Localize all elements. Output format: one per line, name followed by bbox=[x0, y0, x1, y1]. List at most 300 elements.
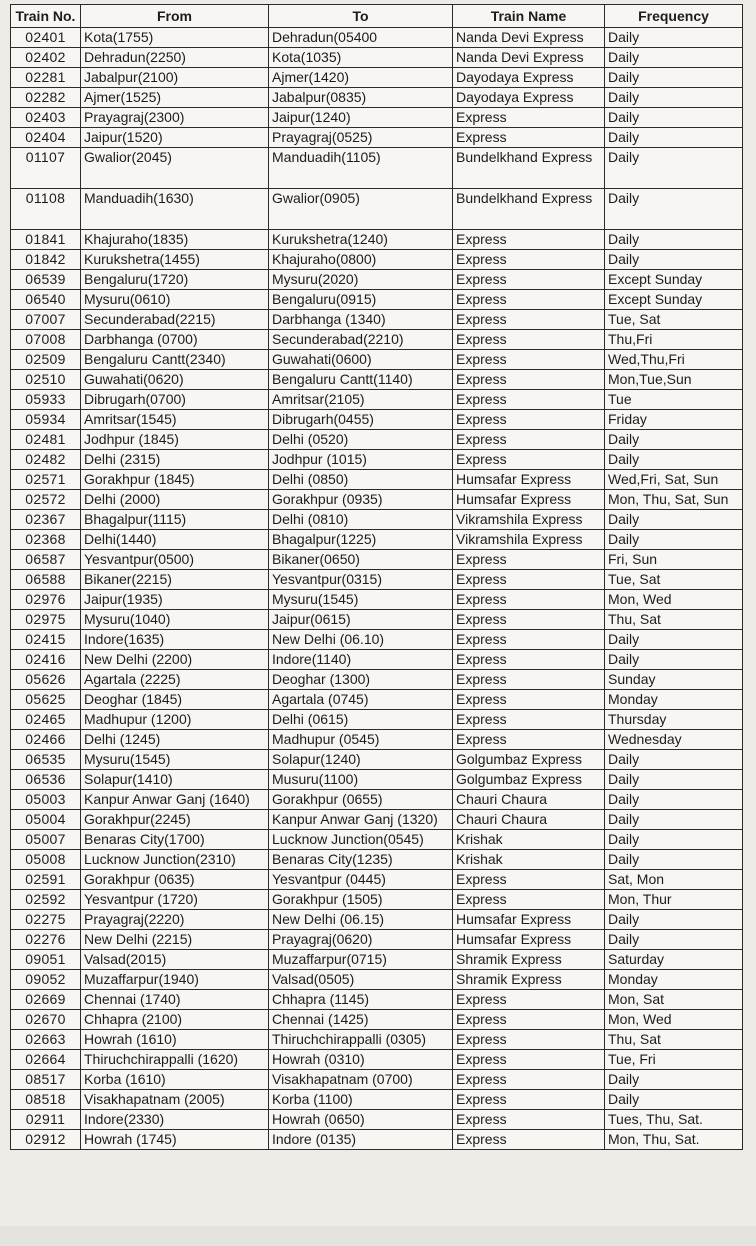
train-number-cell: 05007 bbox=[11, 830, 81, 850]
train-number-cell: 07007 bbox=[11, 310, 81, 330]
to-station-cell: Kota(1035) bbox=[269, 48, 453, 68]
to-station-cell: Mysuru(1545) bbox=[269, 590, 453, 610]
to-station-cell: Solapur(1240) bbox=[269, 750, 453, 770]
from-station-cell: Kanpur Anwar Ganj (1640) bbox=[81, 790, 269, 810]
train-number-cell: 02482 bbox=[11, 450, 81, 470]
train-name-cell: Humsafar Express bbox=[453, 910, 605, 930]
from-station-cell: Delhi (2315) bbox=[81, 450, 269, 470]
from-station-cell: New Delhi (2200) bbox=[81, 650, 269, 670]
to-station-cell: Bengaluru Cantt(1140) bbox=[269, 370, 453, 390]
to-station-cell: Jaipur(0615) bbox=[269, 610, 453, 630]
to-station-cell: New Delhi (06.10) bbox=[269, 630, 453, 650]
table-row bbox=[11, 510, 743, 530]
train-number-cell: 09052 bbox=[11, 970, 81, 990]
frequency-cell: Mon, Wed bbox=[605, 1010, 743, 1030]
from-station-cell: Thiruchchirappalli (1620) bbox=[81, 1050, 269, 1070]
train-number-cell: 02415 bbox=[11, 630, 81, 650]
table-row bbox=[11, 530, 743, 550]
train-name-cell: Dayodaya Express bbox=[453, 88, 605, 108]
to-station-cell: Chhapra (1145) bbox=[269, 990, 453, 1010]
frequency-cell: Daily bbox=[605, 68, 743, 88]
train-name-cell: Express bbox=[453, 670, 605, 690]
table-row bbox=[11, 930, 743, 950]
train-name-cell: Express bbox=[453, 730, 605, 750]
table-row bbox=[11, 910, 743, 930]
train-number-cell: 05008 bbox=[11, 850, 81, 870]
train-name-cell: Express bbox=[453, 710, 605, 730]
from-station-cell: Mysuru(0610) bbox=[81, 290, 269, 310]
table-row bbox=[11, 770, 743, 790]
to-station-cell: Chennai (1425) bbox=[269, 1010, 453, 1030]
to-station-cell: Muzaffarpur(0715) bbox=[269, 950, 453, 970]
table-row bbox=[11, 450, 743, 470]
frequency-cell: Daily bbox=[605, 650, 743, 670]
train-number-cell: 02281 bbox=[11, 68, 81, 88]
train-name-cell: Express bbox=[453, 630, 605, 650]
train-schedule-sheet bbox=[10, 4, 742, 1150]
train-number-cell: 08518 bbox=[11, 1090, 81, 1110]
train-number-cell: 02401 bbox=[11, 28, 81, 48]
header-train-no: Train No. bbox=[11, 5, 81, 28]
to-station-cell: Indore(1140) bbox=[269, 650, 453, 670]
train-number-cell: 02975 bbox=[11, 610, 81, 630]
to-station-cell: Kurukshetra(1240) bbox=[269, 230, 453, 250]
from-station-cell: Benaras City(1700) bbox=[81, 830, 269, 850]
train-name-cell: Express bbox=[453, 128, 605, 148]
to-station-cell: Bhagalpur(1225) bbox=[269, 530, 453, 550]
frequency-cell: Daily bbox=[605, 148, 743, 189]
from-station-cell: Dibrugarh(0700) bbox=[81, 390, 269, 410]
from-station-cell: Agartala (2225) bbox=[81, 670, 269, 690]
to-station-cell: Jodhpur (1015) bbox=[269, 450, 453, 470]
frequency-cell: Tue, Sat bbox=[605, 570, 743, 590]
train-number-cell: 06540 bbox=[11, 290, 81, 310]
train-name-cell: Express bbox=[453, 450, 605, 470]
to-station-cell: Jabalpur(0835) bbox=[269, 88, 453, 108]
from-station-cell: Visakhapatnam (2005) bbox=[81, 1090, 269, 1110]
table-row bbox=[11, 830, 743, 850]
table-row bbox=[11, 550, 743, 570]
frequency-cell: Saturday bbox=[605, 950, 743, 970]
frequency-cell: Thu, Sat bbox=[605, 1030, 743, 1050]
from-station-cell: Lucknow Junction(2310) bbox=[81, 850, 269, 870]
table-row bbox=[11, 1010, 743, 1030]
table-row bbox=[11, 390, 743, 410]
to-station-cell: Delhi (0810) bbox=[269, 510, 453, 530]
train-name-cell: Humsafar Express bbox=[453, 930, 605, 950]
from-station-cell: Bengaluru Cantt(2340) bbox=[81, 350, 269, 370]
to-station-cell: Dehradun(05400 bbox=[269, 28, 453, 48]
to-station-cell: Thiruchchirappalli (0305) bbox=[269, 1030, 453, 1050]
from-station-cell: Darbhanga (0700) bbox=[81, 330, 269, 350]
train-name-cell: Vikramshila Express bbox=[453, 530, 605, 550]
train-name-cell: Krishak bbox=[453, 850, 605, 870]
train-name-cell: Express bbox=[453, 1050, 605, 1070]
train-name-cell: Bundelkhand Express bbox=[453, 189, 605, 230]
train-number-cell: 02976 bbox=[11, 590, 81, 610]
from-station-cell: Jabalpur(2100) bbox=[81, 68, 269, 88]
to-station-cell: Amritsar(2105) bbox=[269, 390, 453, 410]
table-row bbox=[11, 890, 743, 910]
to-station-cell: Bengaluru(0915) bbox=[269, 290, 453, 310]
table-row bbox=[11, 670, 743, 690]
table-row bbox=[11, 28, 743, 48]
train-name-cell: Express bbox=[453, 650, 605, 670]
to-station-cell: Darbhanga (1340) bbox=[269, 310, 453, 330]
train-name-cell: Bundelkhand Express bbox=[453, 148, 605, 189]
frequency-cell: Daily bbox=[605, 1090, 743, 1110]
from-station-cell: Howrah (1610) bbox=[81, 1030, 269, 1050]
train-number-cell: 05003 bbox=[11, 790, 81, 810]
from-station-cell: Kurukshetra(1455) bbox=[81, 250, 269, 270]
frequency-cell: Daily bbox=[605, 510, 743, 530]
to-station-cell: Delhi (0520) bbox=[269, 430, 453, 450]
table-row bbox=[11, 108, 743, 128]
table-row bbox=[11, 148, 743, 189]
frequency-cell: Tue, Sat bbox=[605, 310, 743, 330]
header-from: From bbox=[81, 5, 269, 28]
table-row bbox=[11, 710, 743, 730]
train-number-cell: 02664 bbox=[11, 1050, 81, 1070]
train-name-cell: Express bbox=[453, 1130, 605, 1150]
from-station-cell: Secunderabad(2215) bbox=[81, 310, 269, 330]
train-number-cell: 02510 bbox=[11, 370, 81, 390]
from-station-cell: Deoghar (1845) bbox=[81, 690, 269, 710]
table-row bbox=[11, 1030, 743, 1050]
frequency-cell: Daily bbox=[605, 930, 743, 950]
to-station-cell: Ajmer(1420) bbox=[269, 68, 453, 88]
to-station-cell: Kanpur Anwar Ganj (1320) bbox=[269, 810, 453, 830]
train-name-cell: Express bbox=[453, 390, 605, 410]
train-number-cell: 06539 bbox=[11, 270, 81, 290]
from-station-cell: Delhi (1245) bbox=[81, 730, 269, 750]
to-station-cell: Jaipur(1240) bbox=[269, 108, 453, 128]
table-row bbox=[11, 68, 743, 88]
frequency-cell: Daily bbox=[605, 750, 743, 770]
frequency-cell: Mon, Thu, Sat, Sun bbox=[605, 490, 743, 510]
table-row bbox=[11, 330, 743, 350]
table-row bbox=[11, 128, 743, 148]
train-name-cell: Golgumbaz Express bbox=[453, 750, 605, 770]
train-number-cell: 05934 bbox=[11, 410, 81, 430]
train-name-cell: Express bbox=[453, 270, 605, 290]
to-station-cell: Gorakhpur (1505) bbox=[269, 890, 453, 910]
train-name-cell: Express bbox=[453, 1030, 605, 1050]
train-number-cell: 02367 bbox=[11, 510, 81, 530]
train-name-cell: Express bbox=[453, 1110, 605, 1130]
train-number-cell: 01842 bbox=[11, 250, 81, 270]
frequency-cell: Thu,Fri bbox=[605, 330, 743, 350]
train-name-cell: Express bbox=[453, 370, 605, 390]
table-row bbox=[11, 570, 743, 590]
from-station-cell: Valsad(2015) bbox=[81, 950, 269, 970]
from-station-cell: Mysuru(1040) bbox=[81, 610, 269, 630]
to-station-cell: Lucknow Junction(0545) bbox=[269, 830, 453, 850]
train-name-cell: Dayodaya Express bbox=[453, 68, 605, 88]
train-number-cell: 02592 bbox=[11, 890, 81, 910]
train-number-cell: 09051 bbox=[11, 950, 81, 970]
train-name-cell: Express bbox=[453, 610, 605, 630]
to-station-cell: Manduadih(1105) bbox=[269, 148, 453, 189]
table-row bbox=[11, 88, 743, 108]
from-station-cell: Chennai (1740) bbox=[81, 990, 269, 1010]
frequency-cell: Daily bbox=[605, 910, 743, 930]
table-row bbox=[11, 189, 743, 230]
frequency-cell: Mon, Thu, Sat. bbox=[605, 1130, 743, 1150]
from-station-cell: Jaipur(1520) bbox=[81, 128, 269, 148]
frequency-cell: Daily bbox=[605, 48, 743, 68]
frequency-cell: Thursday bbox=[605, 710, 743, 730]
frequency-cell: Daily bbox=[605, 230, 743, 250]
train-number-cell: 05933 bbox=[11, 390, 81, 410]
train-name-cell: Chauri Chaura bbox=[453, 790, 605, 810]
frequency-cell: Daily bbox=[605, 790, 743, 810]
frequency-cell: Mon, Sat bbox=[605, 990, 743, 1010]
frequency-cell: Mon,Tue,Sun bbox=[605, 370, 743, 390]
table-row bbox=[11, 1090, 743, 1110]
from-station-cell: New Delhi (2215) bbox=[81, 930, 269, 950]
frequency-cell: Daily bbox=[605, 810, 743, 830]
train-name-cell: Express bbox=[453, 290, 605, 310]
train-number-cell: 07008 bbox=[11, 330, 81, 350]
to-station-cell: Benaras City(1235) bbox=[269, 850, 453, 870]
frequency-cell: Thu, Sat bbox=[605, 610, 743, 630]
from-station-cell: Gorakhpur(2245) bbox=[81, 810, 269, 830]
table-body bbox=[11, 28, 743, 1150]
train-name-cell: Nanda Devi Express bbox=[453, 28, 605, 48]
train-number-cell: 05625 bbox=[11, 690, 81, 710]
from-station-cell: Madhupur (1200) bbox=[81, 710, 269, 730]
train-number-cell: 02669 bbox=[11, 990, 81, 1010]
table-row bbox=[11, 950, 743, 970]
table-row bbox=[11, 1070, 743, 1090]
frequency-cell: Fri, Sun bbox=[605, 550, 743, 570]
frequency-cell: Mon, Wed bbox=[605, 590, 743, 610]
to-station-cell: New Delhi (06.15) bbox=[269, 910, 453, 930]
to-station-cell: Indore (0135) bbox=[269, 1130, 453, 1150]
table-row bbox=[11, 430, 743, 450]
train-name-cell: Shramik Express bbox=[453, 970, 605, 990]
table-row bbox=[11, 410, 743, 430]
train-number-cell: 08517 bbox=[11, 1070, 81, 1090]
train-name-cell: Vikramshila Express bbox=[453, 510, 605, 530]
train-name-cell: Golgumbaz Express bbox=[453, 770, 605, 790]
frequency-cell: Sat, Mon bbox=[605, 870, 743, 890]
train-name-cell: Express bbox=[453, 570, 605, 590]
train-name-cell: Express bbox=[453, 590, 605, 610]
to-station-cell: Guwahati(0600) bbox=[269, 350, 453, 370]
to-station-cell: Korba (1100) bbox=[269, 1090, 453, 1110]
frequency-cell: Daily bbox=[605, 630, 743, 650]
to-station-cell: Visakhapatnam (0700) bbox=[269, 1070, 453, 1090]
to-station-cell: Bikaner(0650) bbox=[269, 550, 453, 570]
train-number-cell: 02403 bbox=[11, 108, 81, 128]
train-name-cell: Express bbox=[453, 1070, 605, 1090]
train-name-cell: Express bbox=[453, 230, 605, 250]
to-station-cell: Howrah (0650) bbox=[269, 1110, 453, 1130]
to-station-cell: Gwalior(0905) bbox=[269, 189, 453, 230]
train-number-cell: 02663 bbox=[11, 1030, 81, 1050]
train-name-cell: Shramik Express bbox=[453, 950, 605, 970]
train-name-cell: Express bbox=[453, 890, 605, 910]
from-station-cell: Delhi(1440) bbox=[81, 530, 269, 550]
table-row bbox=[11, 850, 743, 870]
train-number-cell: 02481 bbox=[11, 430, 81, 450]
to-station-cell: Mysuru(2020) bbox=[269, 270, 453, 290]
train-number-cell: 02416 bbox=[11, 650, 81, 670]
train-name-cell: Humsafar Express bbox=[453, 470, 605, 490]
from-station-cell: Indore(2330) bbox=[81, 1110, 269, 1130]
header-frequency: Frequency bbox=[605, 5, 743, 28]
table-row bbox=[11, 650, 743, 670]
frequency-cell: Daily bbox=[605, 189, 743, 230]
train-number-cell: 05626 bbox=[11, 670, 81, 690]
frequency-cell: Daily bbox=[605, 128, 743, 148]
from-station-cell: Khajuraho(1835) bbox=[81, 230, 269, 250]
train-number-cell: 02368 bbox=[11, 530, 81, 550]
from-station-cell: Korba (1610) bbox=[81, 1070, 269, 1090]
table-row bbox=[11, 250, 743, 270]
to-station-cell: Khajuraho(0800) bbox=[269, 250, 453, 270]
to-station-cell: Delhi (0850) bbox=[269, 470, 453, 490]
train-number-cell: 02465 bbox=[11, 710, 81, 730]
frequency-cell: Tues, Thu, Sat. bbox=[605, 1110, 743, 1130]
train-number-cell: 02572 bbox=[11, 490, 81, 510]
to-station-cell: Delhi (0615) bbox=[269, 710, 453, 730]
frequency-cell: Wednesday bbox=[605, 730, 743, 750]
table-row bbox=[11, 610, 743, 630]
to-station-cell: Secunderabad(2210) bbox=[269, 330, 453, 350]
table-row bbox=[11, 750, 743, 770]
train-number-cell: 05004 bbox=[11, 810, 81, 830]
train-number-cell: 06587 bbox=[11, 550, 81, 570]
to-station-cell: Musuru(1100) bbox=[269, 770, 453, 790]
from-station-cell: Guwahati(0620) bbox=[81, 370, 269, 390]
from-station-cell: Gorakhpur (0635) bbox=[81, 870, 269, 890]
train-schedule-table bbox=[10, 4, 743, 1150]
train-number-cell: 06588 bbox=[11, 570, 81, 590]
train-number-cell: 01108 bbox=[11, 189, 81, 230]
table-row bbox=[11, 490, 743, 510]
frequency-cell: Daily bbox=[605, 430, 743, 450]
frequency-cell: Mon, Thur bbox=[605, 890, 743, 910]
frequency-cell: Except Sunday bbox=[605, 270, 743, 290]
train-name-cell: Nanda Devi Express bbox=[453, 48, 605, 68]
frequency-cell: Daily bbox=[605, 108, 743, 128]
train-number-cell: 02402 bbox=[11, 48, 81, 68]
train-name-cell: Express bbox=[453, 350, 605, 370]
table-row bbox=[11, 730, 743, 750]
table-row bbox=[11, 790, 743, 810]
page-bottom-shadow bbox=[0, 1226, 756, 1246]
train-number-cell: 02571 bbox=[11, 470, 81, 490]
from-station-cell: Bikaner(2215) bbox=[81, 570, 269, 590]
to-station-cell: Howrah (0310) bbox=[269, 1050, 453, 1070]
to-station-cell: Agartala (0745) bbox=[269, 690, 453, 710]
from-station-cell: Prayagraj(2220) bbox=[81, 910, 269, 930]
from-station-cell: Howrah (1745) bbox=[81, 1130, 269, 1150]
frequency-cell: Wed,Fri, Sat, Sun bbox=[605, 470, 743, 490]
from-station-cell: Jaipur(1935) bbox=[81, 590, 269, 610]
from-station-cell: Jodhpur (1845) bbox=[81, 430, 269, 450]
frequency-cell: Friday bbox=[605, 410, 743, 430]
table-row bbox=[11, 870, 743, 890]
train-number-cell: 02670 bbox=[11, 1010, 81, 1030]
table-row bbox=[11, 470, 743, 490]
table-row bbox=[11, 810, 743, 830]
train-name-cell: Express bbox=[453, 108, 605, 128]
frequency-cell: Daily bbox=[605, 850, 743, 870]
to-station-cell: Prayagraj(0525) bbox=[269, 128, 453, 148]
train-number-cell: 06536 bbox=[11, 770, 81, 790]
train-name-cell: Express bbox=[453, 690, 605, 710]
train-name-cell: Krishak bbox=[453, 830, 605, 850]
table-row bbox=[11, 970, 743, 990]
to-station-cell: Yesvantpur (0445) bbox=[269, 870, 453, 890]
frequency-cell: Daily bbox=[605, 770, 743, 790]
train-name-cell: Express bbox=[453, 310, 605, 330]
from-station-cell: Chhapra (2100) bbox=[81, 1010, 269, 1030]
to-station-cell: Gorakhpur (0935) bbox=[269, 490, 453, 510]
train-name-cell: Humsafar Express bbox=[453, 490, 605, 510]
train-name-cell: Express bbox=[453, 990, 605, 1010]
train-name-cell: Express bbox=[453, 330, 605, 350]
train-number-cell: 02911 bbox=[11, 1110, 81, 1130]
header-row bbox=[11, 5, 743, 28]
table-row bbox=[11, 590, 743, 610]
train-number-cell: 02591 bbox=[11, 870, 81, 890]
from-station-cell: Solapur(1410) bbox=[81, 770, 269, 790]
frequency-cell: Daily bbox=[605, 830, 743, 850]
to-station-cell: Gorakhpur (0655) bbox=[269, 790, 453, 810]
from-station-cell: Yesvantpur (1720) bbox=[81, 890, 269, 910]
table-row bbox=[11, 1050, 743, 1070]
frequency-cell: Tue bbox=[605, 390, 743, 410]
header-to: To bbox=[269, 5, 453, 28]
table-row bbox=[11, 1110, 743, 1130]
from-station-cell: Ajmer(1525) bbox=[81, 88, 269, 108]
to-station-cell: Yesvantpur(0315) bbox=[269, 570, 453, 590]
frequency-cell: Tue, Fri bbox=[605, 1050, 743, 1070]
frequency-cell: Daily bbox=[605, 530, 743, 550]
frequency-cell: Sunday bbox=[605, 670, 743, 690]
from-station-cell: Manduadih(1630) bbox=[81, 189, 269, 230]
from-station-cell: Indore(1635) bbox=[81, 630, 269, 650]
table-row bbox=[11, 990, 743, 1010]
table-row bbox=[11, 290, 743, 310]
train-name-cell: Express bbox=[453, 1010, 605, 1030]
from-station-cell: Gorakhpur (1845) bbox=[81, 470, 269, 490]
frequency-cell: Daily bbox=[605, 88, 743, 108]
frequency-cell: Daily bbox=[605, 1070, 743, 1090]
table-row bbox=[11, 310, 743, 330]
frequency-cell: Daily bbox=[605, 250, 743, 270]
train-name-cell: Express bbox=[453, 550, 605, 570]
table-row bbox=[11, 1130, 743, 1150]
to-station-cell: Deoghar (1300) bbox=[269, 670, 453, 690]
header-train-name: Train Name bbox=[453, 5, 605, 28]
to-station-cell: Dibrugarh(0455) bbox=[269, 410, 453, 430]
frequency-cell: Wed,Thu,Fri bbox=[605, 350, 743, 370]
from-station-cell: Dehradun(2250) bbox=[81, 48, 269, 68]
train-number-cell: 02404 bbox=[11, 128, 81, 148]
to-station-cell: Prayagraj(0620) bbox=[269, 930, 453, 950]
frequency-cell: Daily bbox=[605, 28, 743, 48]
train-name-cell: Express bbox=[453, 870, 605, 890]
to-station-cell: Valsad(0505) bbox=[269, 970, 453, 990]
train-number-cell: 02282 bbox=[11, 88, 81, 108]
train-number-cell: 01107 bbox=[11, 148, 81, 189]
